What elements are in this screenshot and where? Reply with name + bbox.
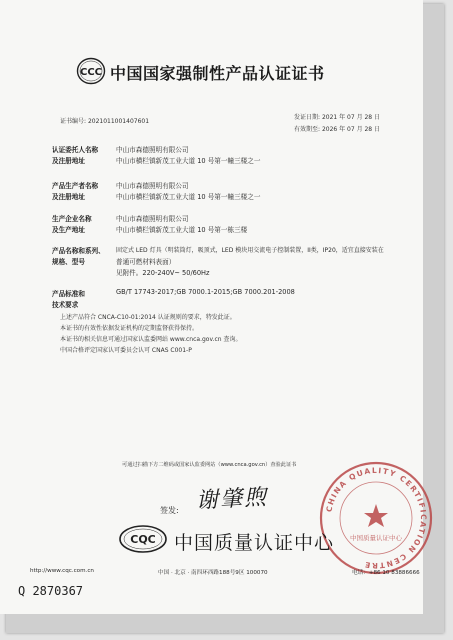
factory-label-1: 生产企业名称 — [52, 215, 92, 223]
applicant-label-1: 认证委托人名称 — [52, 146, 99, 154]
manufacturer-label-2: 及注册地址 — [52, 193, 85, 201]
svg-text:中国质量认证中心: 中国质量认证中心 — [350, 534, 402, 542]
issuer-signature: 谢肇煦 — [195, 485, 269, 514]
issue-date-label: 发证日期: — [294, 114, 321, 121]
certificate-title: 中国国家强制性产品认证证书 — [110, 64, 325, 83]
applicant-address: 中山市横栏镇新茂工业大道 10 号第一幢三楼之一 — [116, 157, 261, 165]
product-label-2: 规格、型号 — [52, 258, 85, 266]
issue-date-value: 2021 年 07 月 28 日 — [321, 114, 381, 121]
manufacturer-address: 中山市横栏镇新茂工业大道 10 号第一幢三楼之一 — [116, 193, 261, 201]
cqc-logo-icon — [118, 524, 168, 554]
product-line-2: 普通可燃材料表面） — [116, 258, 176, 266]
product-label-1: 产品名称和系列、 — [52, 247, 105, 255]
standards-label-1: 产品标准和 — [52, 290, 85, 298]
svg-text:CCC: CCC — [79, 67, 103, 78]
expiry-date-value: 2026 年 07 月 28 日 — [321, 126, 381, 133]
factory-label-2: 及生产地址 — [52, 226, 85, 234]
manufacturer-label-1: 产品生产者名称 — [52, 182, 99, 190]
certificate-serial: Q 2870367 — [18, 584, 84, 598]
footer-address: 中国 · 北京 · 南四环西路188号9区 100070 — [158, 570, 268, 576]
statement-line-1: 上述产品符合 CNCA-C10-01:2014 认证规则的要求，特发此证。 — [60, 314, 236, 321]
footer-website[interactable]: http://www.cqc.com.cn — [30, 568, 94, 574]
statement-line-3: 本证书的相关信息可通过国家认监委网站 www.cnca.gov.cn 查询。 — [60, 336, 242, 343]
manufacturer-name: 中山市森德照明有限公司 — [116, 182, 189, 190]
statement-line-2: 本证书的有效性依据发证机构的定期监督获得保持。 — [60, 325, 199, 332]
standards-label-2: 技术要求 — [52, 301, 79, 309]
expiry-date-label: 有效期至: — [294, 126, 321, 133]
issuer-name: 中国质量认证中心 — [174, 532, 335, 554]
issue-date — [294, 112, 380, 121]
factory-name: 中山市森德照明有限公司 — [116, 215, 189, 223]
statement-line-4: 中国合格评定国家认可委员会认可 CNAS C001-P — [60, 347, 192, 354]
cqc-seal-icon — [318, 460, 434, 576]
cert-number — [60, 116, 149, 125]
svg-text:CQC: CQC — [130, 533, 156, 546]
factory-address: 中山市横栏镇新茂工业大道 10 号第一栋三楼 — [116, 226, 248, 234]
svg-text:CHINA QUALITY CERTIFICATION CE: CHINA QUALITY CERTIFICATION CENTRE — [324, 465, 429, 571]
cert-number-label: 证书编号: — [60, 118, 87, 125]
ccc-logo-icon — [76, 57, 106, 85]
product-line-3: 见附件。220-240V~ 50/60Hz — [116, 269, 210, 277]
standards-value: GB/T 17743-2017;GB 7000.1-2015;GB 7000.201-2008 — [116, 288, 295, 296]
expiry-date — [294, 124, 380, 133]
applicant-name: 中山市森德照明有限公司 — [116, 146, 189, 154]
product-line-1: 固定式 LED 灯具（明装筒灯，吸顶式，LED 模块用交流电子控制装置，II类，IP20，适宜直接安装在 — [116, 247, 384, 254]
footer-phone: 电话：+86 10 83886666 — [352, 570, 420, 576]
cert-number-value: 2021011001407601 — [87, 118, 150, 125]
signature-label: 签发: — [160, 506, 179, 515]
verify-note: 可通过扫描下方二维码或国家认监委网站（www.cnca.gov.cn）查验此证书 — [122, 462, 297, 468]
applicant-label-2: 及注册地址 — [52, 157, 85, 165]
